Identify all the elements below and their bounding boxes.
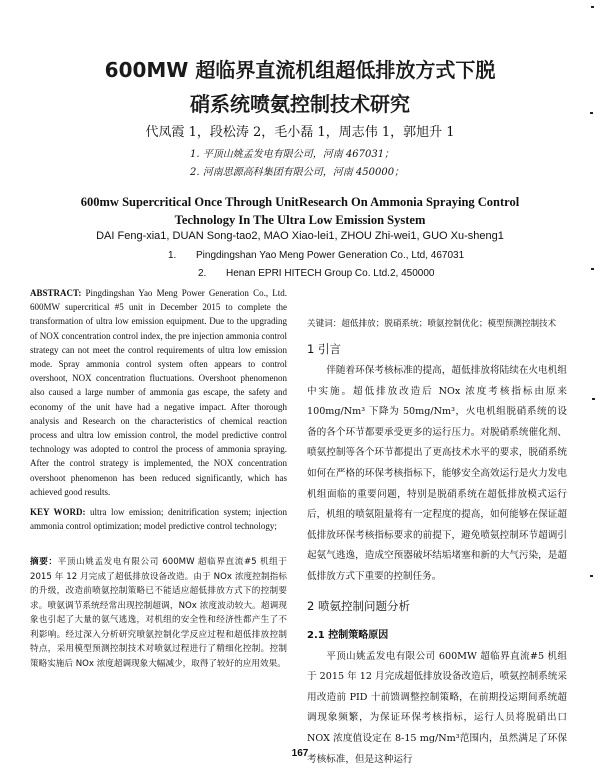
keywords-cn	[307, 318, 567, 331]
affiliation-cn-1: 1. 平顶山姚孟发电有限公司，河南 467031；	[190, 149, 395, 160]
scan-speck	[591, 6, 594, 8]
abstract-cn	[30, 555, 287, 671]
abstract-en	[30, 286, 287, 499]
scan-speck	[590, 112, 593, 114]
section-2-heading: 2 喷氨控制问题分析	[307, 598, 410, 613]
keywords-en-text: ultra low emission; denitrification system; injection ammonia control optimization; model predictive control technology;	[30, 507, 287, 532]
abstract-en-label: ABSTRACT:	[30, 288, 82, 298]
left-column	[30, 286, 287, 671]
keywords-en	[30, 505, 287, 533]
title-en-line1: 600mw Supercritical Once Through UnitResearch On Ammonia Spraying Control	[80, 195, 520, 209]
affiliation-en-2	[198, 268, 434, 279]
section-1-heading: 1 引言	[307, 342, 341, 356]
title-cn-line2: 硝系统喷氨控制技术研究	[190, 92, 410, 116]
affiliation-cn-2: 2. 河南思源高科集团有限公司，河南 450000；	[190, 167, 405, 178]
affiliation-en-1-number: 1.	[168, 250, 177, 261]
title-cn-line1: 600MW 超临界直流机组超低排放方式下脱	[104, 58, 496, 82]
authors-en: DAI Feng-xia1, DUAN Song-tao2, MAO Xiao-lei1, ZHOU Zhi-wei1, GUO Xu-sheng1	[96, 230, 504, 242]
section-2-1-heading: 2.1 控制策略原因	[307, 629, 389, 641]
right-column	[307, 318, 567, 770]
abstract-en-text: Pingdingshan Yao Meng Power Generation Co., Ltd. 600MW supercritical #5 unit in December 2015 to complete the transformation of ultra low emission equipment. Due to the upgrading of NOX concentration control index, the pre injection ammonia control strategy can not meet the control requirements of ultra low emission mode. Spray ammonia control system often appears to control overshoot, NOX concentration fluctuations. Overshoot phenomenon also caused a large number of ammonia gas escape, the safety and economy of the unit have had a negative impact. After thorough analysis and Research on the characteristics of chemical reaction process and ultra low emission control, the model predictive control technology was adopted to control the process of ammonia spraying. After the control strategy is implemented, the NOX concentration overshoot phenomenon has been reduced significantly, which has achieved good results.	[30, 288, 287, 497]
page-number: 167	[291, 748, 309, 759]
affiliation-en-1	[168, 250, 464, 261]
scan-speck	[590, 575, 593, 577]
scan-speck	[592, 398, 595, 400]
keywords-en-label: KEY WORD:	[30, 507, 86, 518]
scan-speck	[591, 268, 594, 270]
authors-cn: 代凤霞 1，段松涛 2，毛小磊 1，周志伟 1，郭旭升 1	[145, 125, 455, 140]
affiliation-en-2-number: 2.	[198, 268, 207, 279]
affiliation-en-1-text: Pingdingshan Yao Meng Power Generation Co., Ltd, 467031	[196, 250, 465, 261]
section-1-paragraph: 伴随着环保考核标准的提高，超低排放将陆续在火电机组中实施。超低排放改造后 NOx 浓度考核指标由原来 100mg/Nm³ 下降为 50mg/Nm³，火电机组脱硝系统的设备的各个环节都要承受更多的运行压力。对脱硝系统催化剂、喷氨控制等各个环节都提出了更高技术水平的要求，脱硝系统如何在严格的环保考核指标下，能够安全高效运行是火力发电机组面临的重要问题，特别是脱硝系统在超低排放模式运行后，机组的喷氨阻量将有一定程度的提高，如何能够在保证超低排放环保考核指标要求的前提下，避免喷氨控制环节超调引起氨气逃逸，造成空预器破坏结垢堵塞和新的大气污染，是超低排放方式下重要的控制任务。	[307, 365, 567, 582]
keywords-cn-text: 超低排放；脱硝系统；喷氨控制优化；模型预测控制技术	[341, 319, 557, 329]
abstract-cn-label: 摘要：	[30, 557, 58, 568]
title-en-line2: Technology In The Ultra Low Emission System	[174, 213, 426, 227]
abstract-cn-text: 平顶山姚孟发电有限公司 600MW 超临界直流#5 机组于 2015 年 12 月完成了超低排放设备改造。由于 NOx 浓度控制指标的升级，改造前喷氨控制策略已不能适应超低排放方式下的控制要求。喷氨调节系统经常出现控制超调，NOx 浓度波动较大。超调现象也引起了大量的氨气逃逸，对机组的安全性和经济性都产生了不利影响。经过深入分析研究喷氨控制化学反应过程和超低排放控制特点，采用模型预测控制技术对喷氨过程进行了精细化控制。控制策略实施后 NOx 浓度超调现象大幅减少，取得了较好的应用效果。	[30, 557, 287, 669]
section-2-1-paragraph: 平顶山姚孟发电有限公司 600MW 超临界直流#5 机组于 2015 年 12 月完成超低排放设备改造后，喷氨控制系统采用改造前 PID 十前馈调整控制策略，在前期投运期间系统超调现象频繁，为保证环保考核指标，运行人员将脱硝出口 NOX 浓度值设定在 8-15 mg/Nm³范围内，虽然满足了环保考核标准，但是这种运行	[307, 650, 567, 765]
keywords-cn-label: 关键词：	[307, 319, 342, 329]
affiliation-en-2-text: Henan EPRI HITECH Group Co. Ltd.2, 450000	[226, 268, 435, 279]
